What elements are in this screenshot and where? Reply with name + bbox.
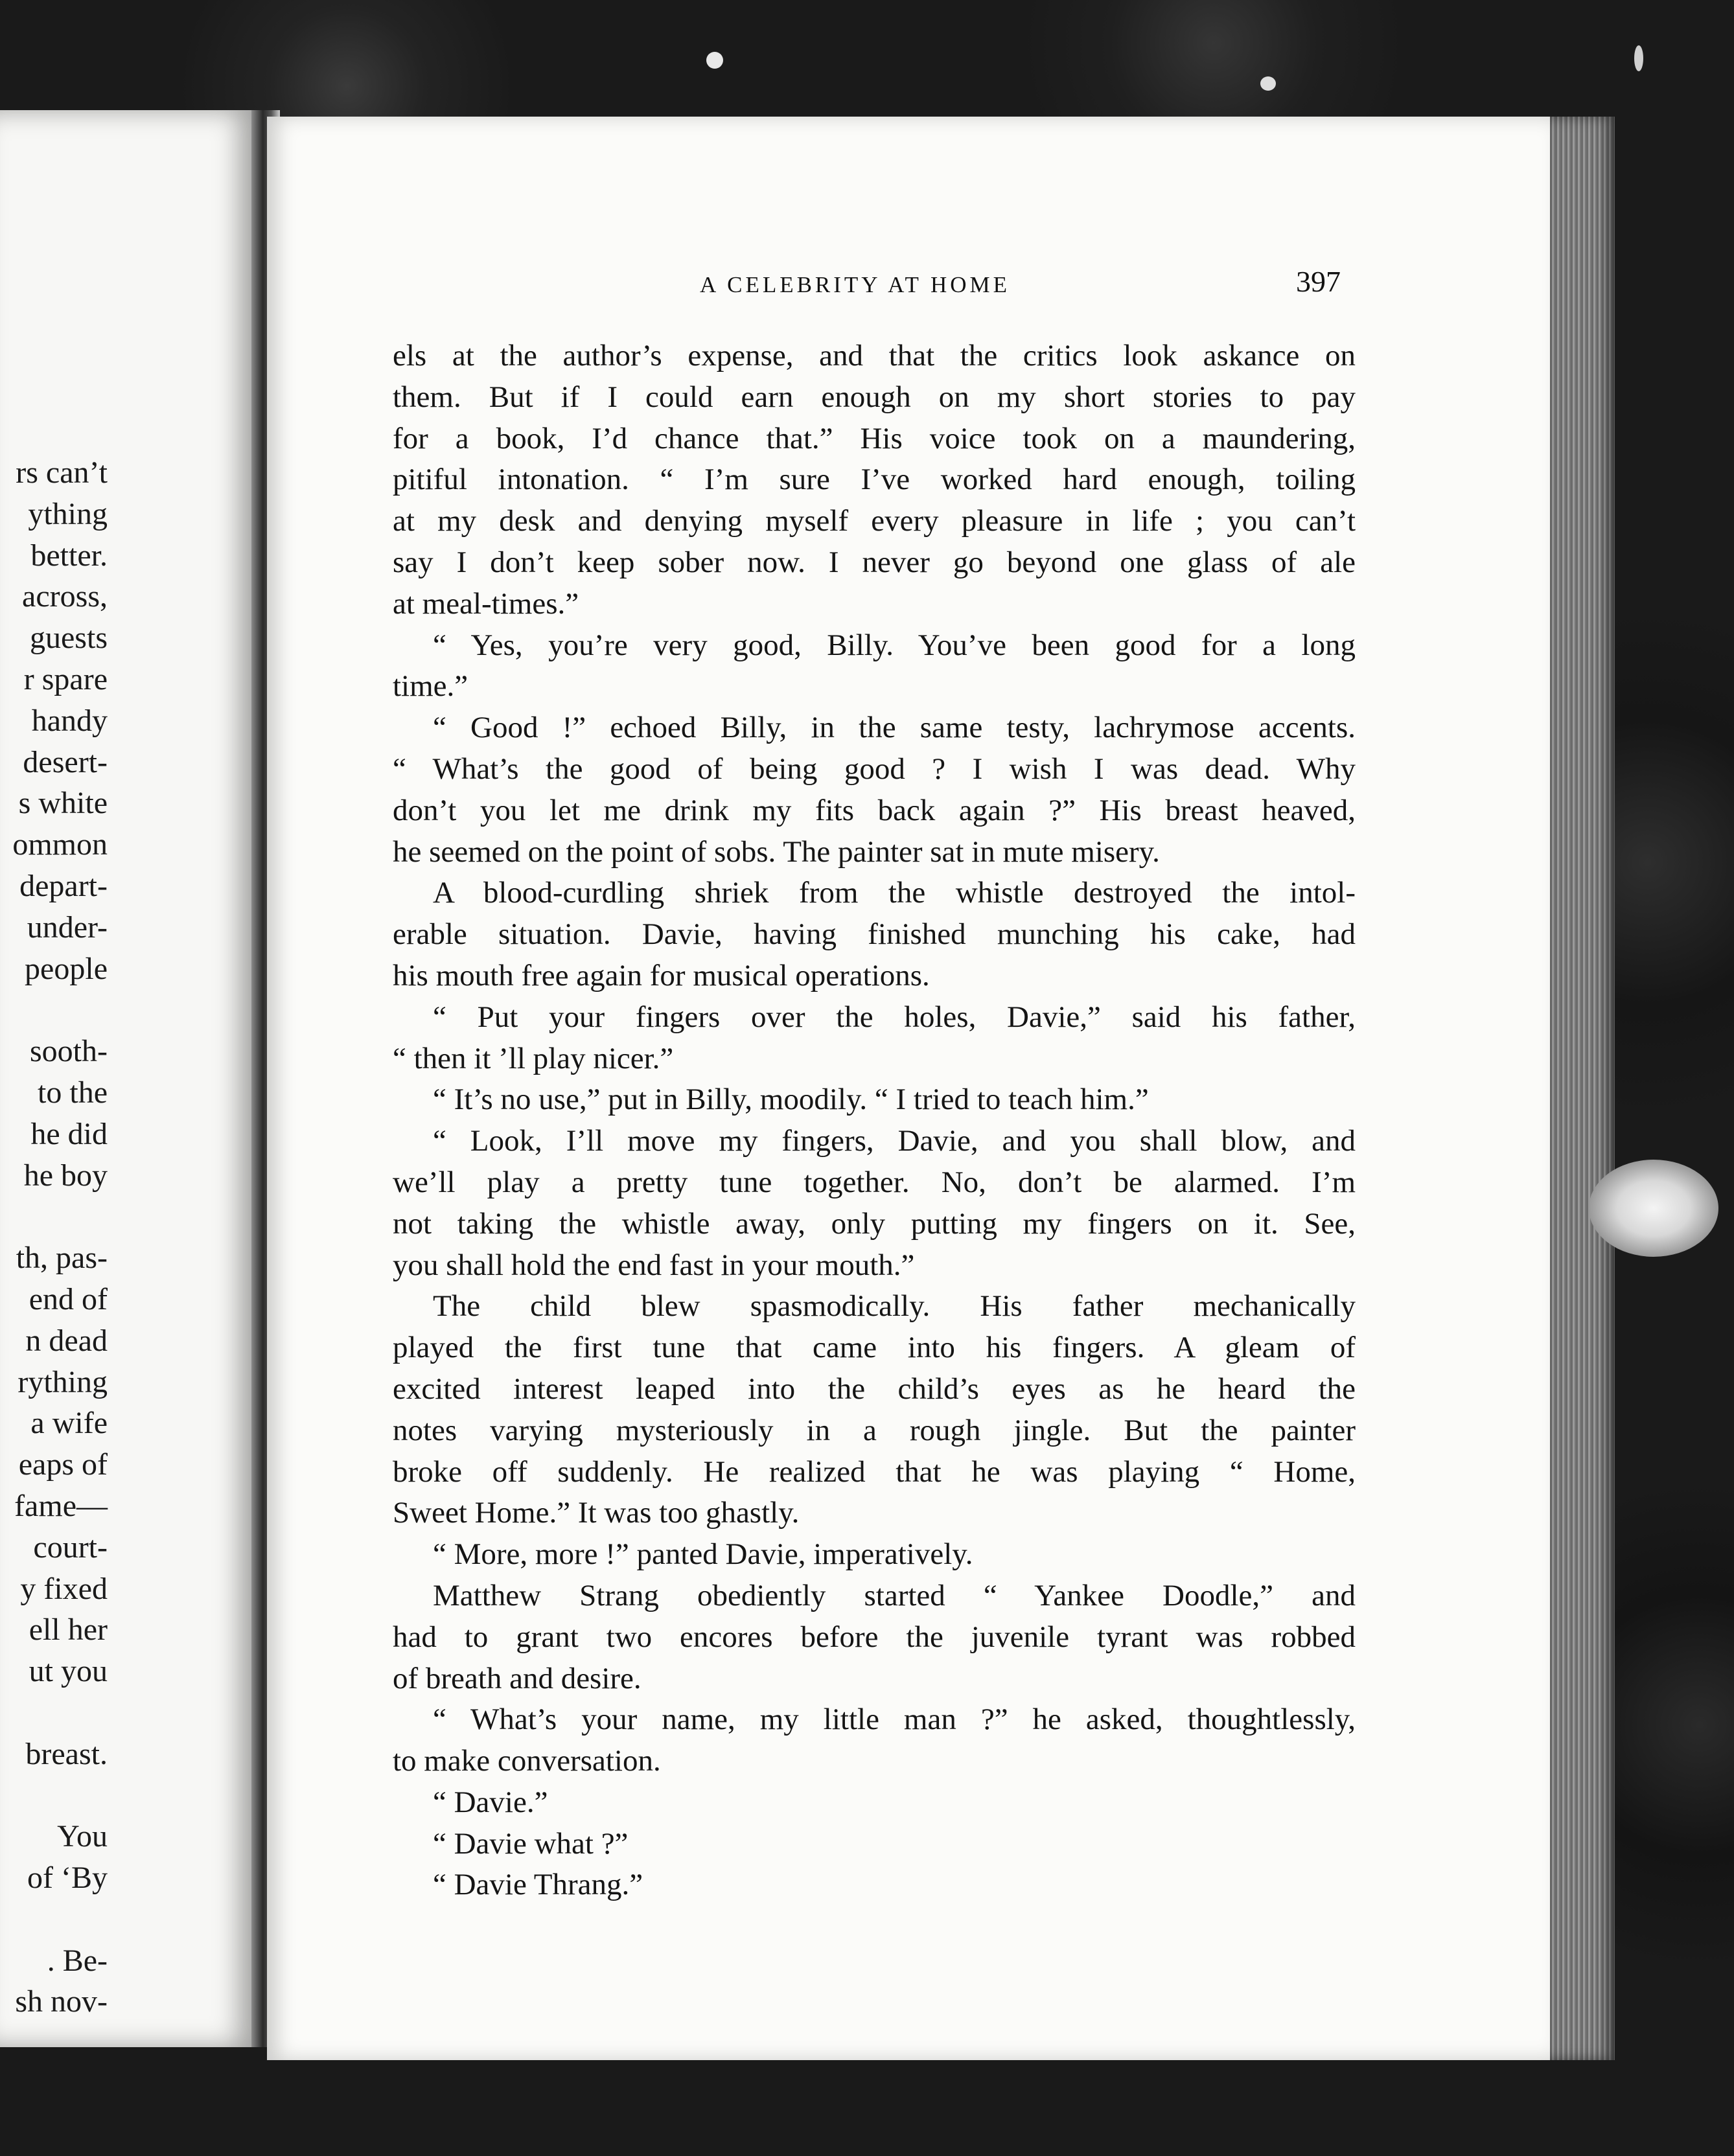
left-text-fragment: to the	[38, 1075, 108, 1110]
text-line: you shall hold the end fast in your mouth.”	[393, 1248, 915, 1282]
left-text-fragment: th, pas-	[16, 1241, 108, 1276]
left-text-fragment: depart-	[19, 868, 108, 903]
text-line: time.”	[393, 669, 468, 704]
text-line: pitiful intonation. “ I’m sure I’ve worked hard enough, toiling	[393, 463, 1356, 497]
dust-speck	[706, 52, 723, 69]
left-text-fragment: a wife	[30, 1406, 108, 1441]
text-line: A blood-curdling shriek from the whistle destroyed the intol-	[433, 876, 1356, 910]
text-line: Sweet Home.” It was too ghastly.	[393, 1496, 800, 1530]
text-line: Matthew Strang obediently started “ Yankee Doodle,” and	[433, 1578, 1356, 1612]
left-text-fragment: . Be-	[47, 1943, 108, 1978]
text-line: “ What’s your name, my little man ?” he asked, thoughtlessly,	[433, 1703, 1356, 1737]
left-text-fragment: sooth-	[30, 1034, 108, 1069]
text-line: his mouth free again for musical operations.	[393, 958, 930, 992]
body-text	[393, 336, 1356, 1906]
text-line: “ Davie Thrang.”	[433, 1868, 643, 1902]
left-text-fragment: he did	[30, 1116, 108, 1151]
left-text-fragment: sh nov-	[15, 1984, 108, 2019]
left-text-fragment	[12, 1899, 108, 1940]
left-text-fragment	[12, 1775, 108, 1817]
text-line: “ It’s no use,” put in Billy, moodily. “ I tried to teach him.”	[433, 1083, 1149, 1117]
left-text-fragment: ell her	[29, 1612, 108, 1647]
text-line: them. But if I could earn enough on my short stories to pay	[393, 380, 1356, 414]
paper-stain	[1589, 1160, 1718, 1257]
text-line: excited interest leaped into the child’s eyes as he heard the	[393, 1371, 1356, 1406]
text-line: say I don’t keep sober now. I never go beyond one glass of ale	[393, 545, 1356, 579]
left-text-fragment: r spare	[23, 661, 108, 696]
text-line: played the first tune that came into his fingers. A gleam of	[393, 1331, 1356, 1365]
text-line: to make conversation.	[393, 1744, 661, 1778]
left-page-text-fragments	[12, 452, 108, 2023]
left-facing-page	[0, 110, 259, 2047]
left-text-fragment: eaps of	[18, 1447, 108, 1482]
page-number: 397	[1296, 265, 1341, 298]
text-line: “ then it ’ll play nicer.”	[393, 1041, 674, 1075]
text-line: “ More, more !” panted Davie, imperatively.	[433, 1537, 973, 1572]
left-text-fragment: under-	[27, 910, 108, 945]
dust-speck	[1260, 76, 1276, 91]
text-line: notes varying mysteriously in a rough jingle. But the painter	[393, 1413, 1356, 1447]
running-head: A CELEBRITY AT HOME	[700, 272, 1011, 297]
text-line: “ Davie.”	[433, 1785, 548, 1819]
text-line: “ Davie what ?”	[433, 1826, 629, 1861]
text-line: “ Look, I’ll move my fingers, Davie, and you shall blow, and	[433, 1124, 1356, 1158]
text-line: “ What’s the good of being good ? I wish I was dead. Why	[393, 751, 1356, 786]
left-text-fragment: he boy	[23, 1158, 108, 1193]
left-text-fragment: ut you	[29, 1654, 108, 1689]
left-text-fragment: court-	[33, 1530, 108, 1565]
text-line: “ Good !” echoed Billy, in the same testy, lachrymose accents.	[433, 711, 1356, 745]
text-line: at meal-times.”	[393, 586, 579, 621]
left-text-fragment: better.	[30, 538, 108, 573]
left-text-fragment: s white	[18, 786, 108, 821]
left-text-fragment: rything	[17, 1364, 108, 1399]
text-line: broke off suddenly. He realized that he was playing “ Home,	[393, 1454, 1356, 1489]
left-text-fragment: end of	[29, 1281, 108, 1316]
left-text-fragment: desert-	[23, 744, 108, 779]
text-line: els at the author’s expense, and that the critics look askance on	[393, 339, 1356, 373]
text-line: “ Put your fingers over the holes, Davie,” said his father,	[433, 1000, 1356, 1034]
left-text-fragment	[12, 1692, 108, 1734]
text-line: don’t you let me drink my fits back again ?” His breast heaved,	[393, 793, 1356, 827]
left-text-fragment: rs can’t	[16, 455, 108, 490]
text-line: not taking the whistle away, only putting my fingers on it. See,	[393, 1206, 1356, 1241]
text-line: The child blew spasmodically. His father mechanically	[433, 1289, 1356, 1324]
left-text-fragment: across,	[22, 579, 108, 614]
left-text-fragment: ything	[28, 496, 108, 531]
text-line: “ Yes, you’re very good, Billy. You’ve been good for a long	[433, 628, 1356, 662]
text-line: had to grant two encores before the juvenile tyrant was robbed	[393, 1620, 1356, 1654]
left-text-fragment: of ‘By	[27, 1861, 108, 1896]
text-line: at my desk and denying myself every pleasure in life ; you can’t	[393, 504, 1356, 538]
left-text-fragment: handy	[31, 703, 108, 738]
left-text-fragment: ommon	[12, 827, 108, 862]
text-line: we’ll play a pretty tune together. No, don’t be alarmed. I’m	[393, 1165, 1356, 1199]
dust-speck	[1634, 45, 1643, 71]
left-text-fragment: guests	[30, 621, 108, 656]
text-line: he seemed on the point of sobs. The painter sat in mute misery.	[393, 834, 1160, 869]
left-text-fragment: people	[25, 951, 108, 986]
left-text-fragment	[12, 1196, 108, 1237]
left-text-fragment: fame—	[14, 1488, 108, 1523]
text-line: erable situation. Davie, having finished munching his cake, had	[393, 917, 1356, 952]
page-edges	[1550, 117, 1615, 2060]
left-text-fragment: n dead	[25, 1323, 108, 1358]
left-text-fragment: breast.	[25, 1736, 108, 1771]
left-text-fragment: You	[57, 1819, 108, 1854]
left-text-fragment	[12, 989, 108, 1031]
left-text-fragment: y fixed	[20, 1571, 108, 1606]
text-line: of breath and desire.	[393, 1661, 642, 1695]
text-line: for a book, I’d chance that.” His voice took on a maundering,	[393, 421, 1356, 455]
